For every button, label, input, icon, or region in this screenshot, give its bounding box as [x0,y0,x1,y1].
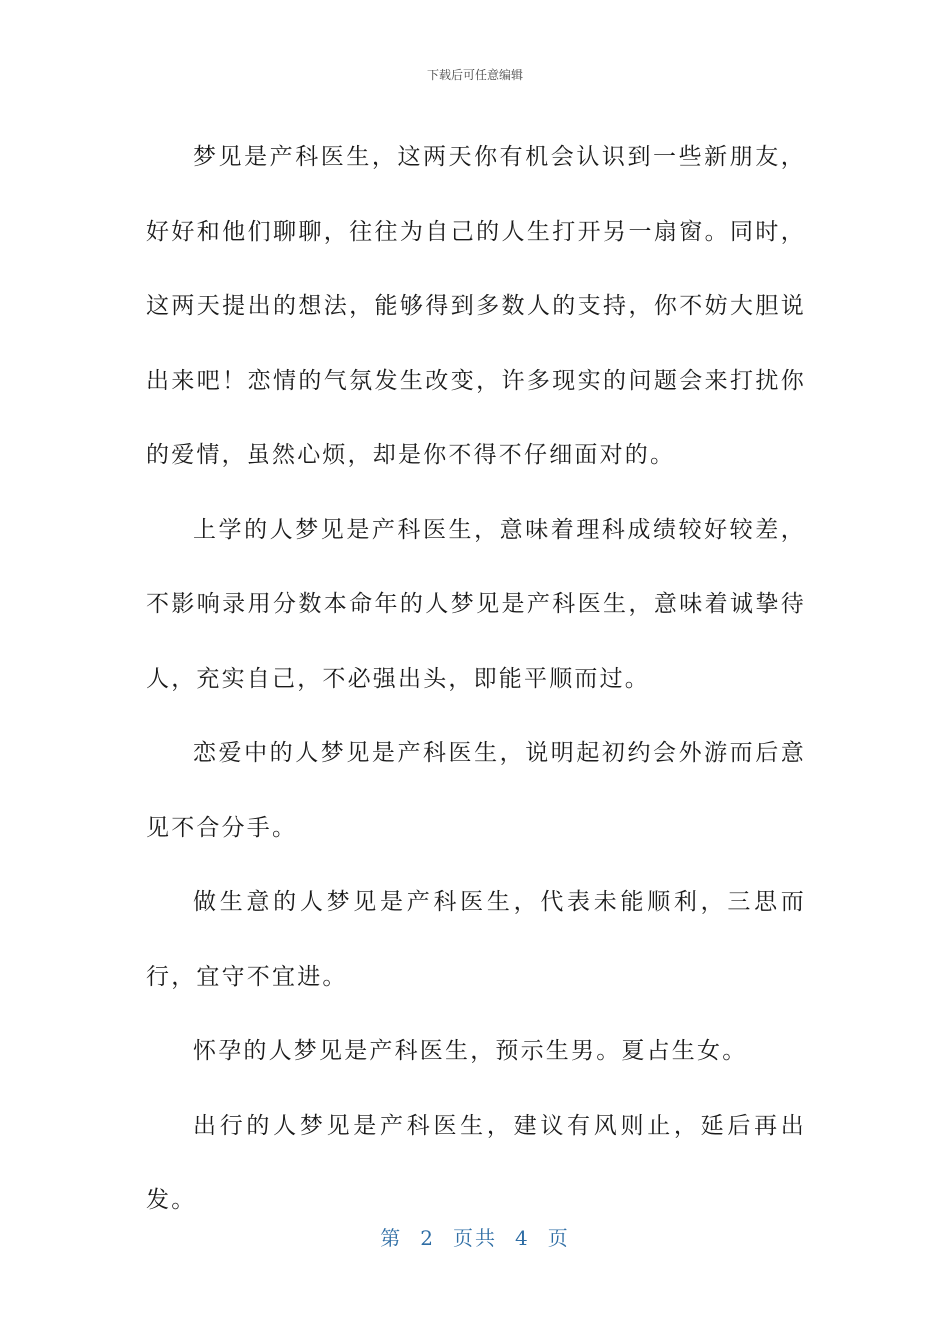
paragraph-6: 出行的人梦见是产科医生，建议有风则止，延后再出发。 [146,1112,806,1213]
paragraph-2: 上学的人梦见是产科医生，意味着理科成绩较好较差，不影响录用分数本命年的人梦见是产科医生，意味着诚挚待人，充实自己，不必强出头，即能平顺而过。 [146,516,806,692]
footer-current-page: 2 [420,1226,435,1250]
paragraph-4: 做生意的人梦见是产科医生，代表未能顺利，三思而行，宜守不宜进。 [146,889,806,990]
footer-prefix: 第 [380,1226,403,1250]
footer-total-pages: 4 [515,1226,530,1250]
page-footer [0,1224,950,1252]
paragraph-1: 梦见是产科医生，这两天你有机会认识到一些新朋友，好好和他们聊聊，往往为自己的人生打开另一扇窗。同时，这两天提出的想法，能够得到多数人的支持，你不妨大胆说出来吧！恋情的气氛发生改变，许多现实的问题会来打扰你的爱情，虽然心烦，却是你不得不仔细面对的。 [146,144,806,468]
header-note: 下载后可任意编辑 [426,68,523,82]
document-body [146,120,806,1238]
paragraph-3: 恋爱中的人梦见是产科医生，说明起初约会外游而后意见不合分手。 [146,740,806,841]
footer-suffix: 页 [547,1226,570,1250]
paragraph-5: 怀孕的人梦见是产科医生，预示生男。夏占生女。 [193,1038,748,1064]
footer-middle: 页共 [453,1226,497,1250]
